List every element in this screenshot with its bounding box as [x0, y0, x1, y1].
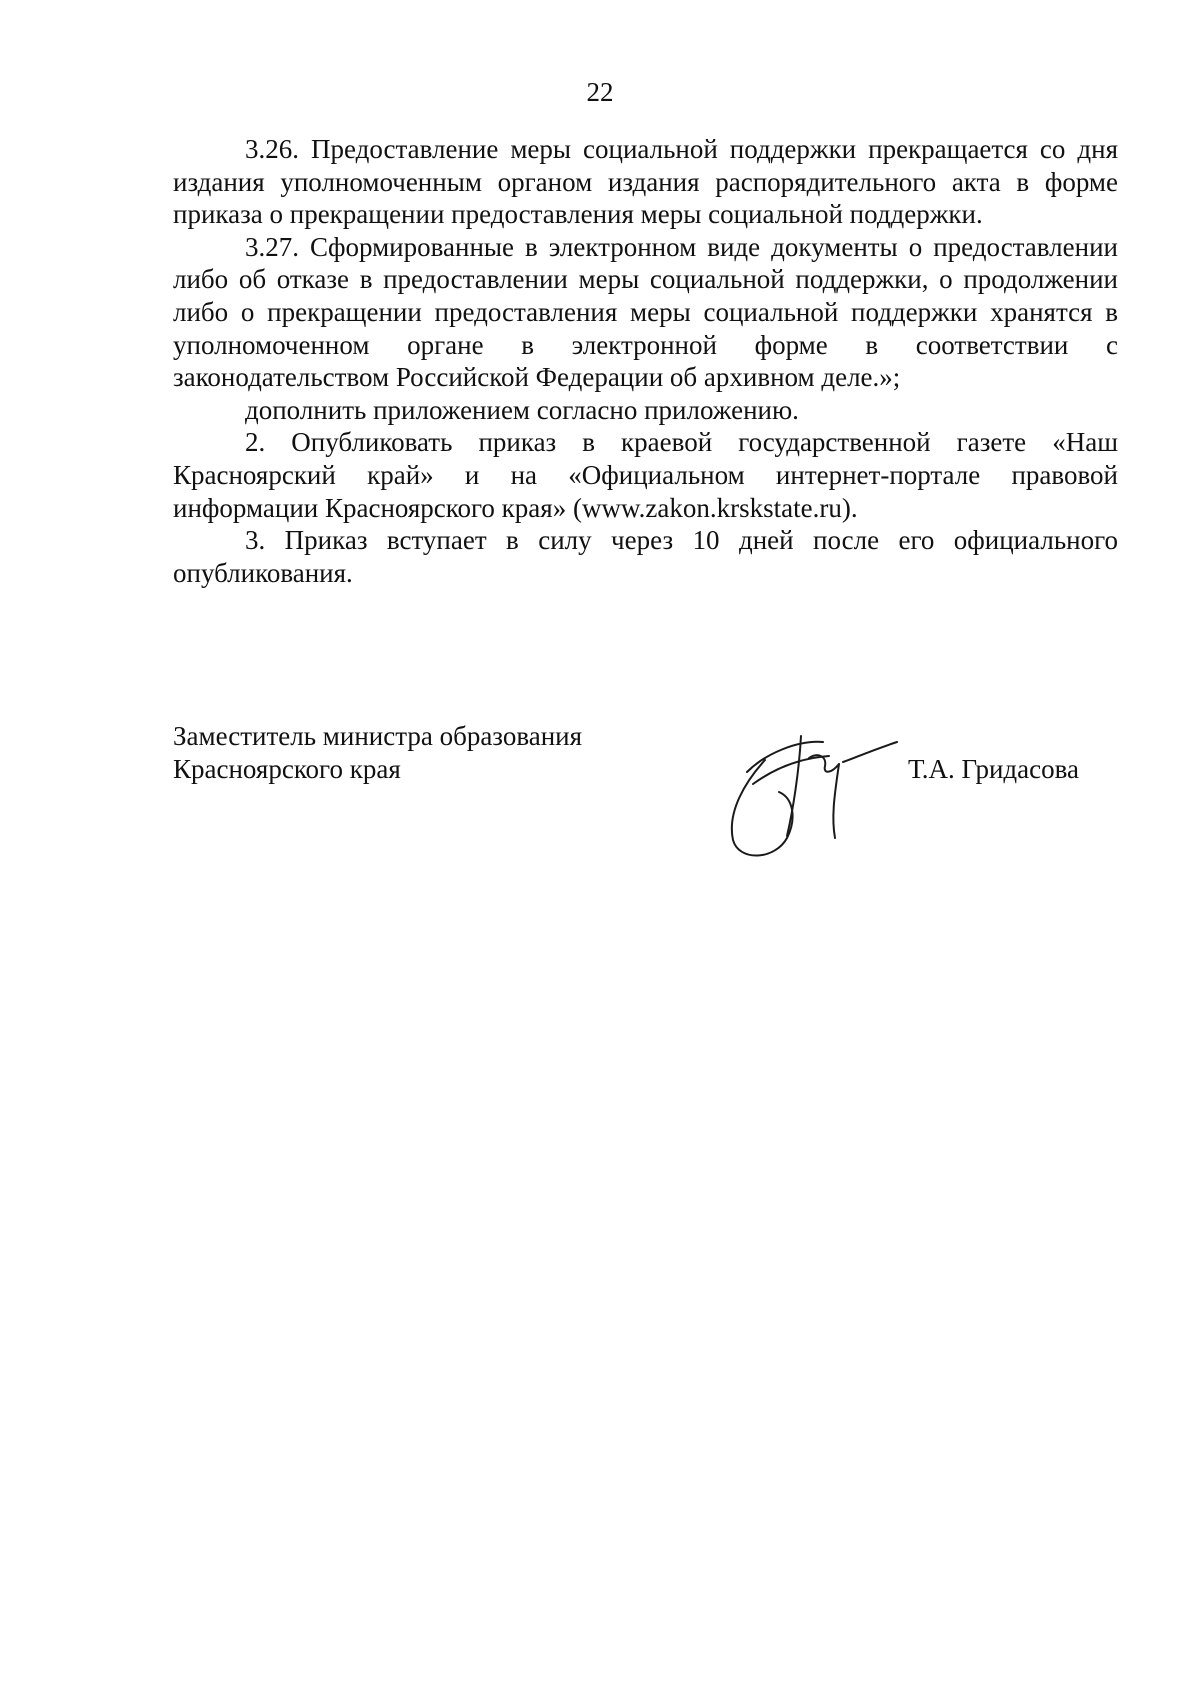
paragraph-2-publish: 2. Опубликовать приказ в краевой государственной газете «Наш Красноярский край» и на «Официальном интернет-портале правовой информации Красноярского края» (www.zakon.krskstate.ru). [173, 427, 1118, 523]
page-number: 22 [586, 77, 614, 107]
paragraph-3-effective: 3. Приказ вступает в силу через 10 дней после его официального опубликования. [173, 525, 1118, 588]
paragraph-3-27: 3.27. Сформированные в электронном виде документы о предоставлении либо об отказе в предоставлении меры социальной поддержки, о продолжении либо о прекращении предоставления меры социальной поддержки хранятся в уполномоченном органе в электронной форме в соответствии с законодательством Российской Федерации об архивном деле.»; [173, 231, 1118, 393]
signature-block [173, 720, 1118, 860]
paragraph-3-26: 3.26. Предоставление меры социальной поддержки прекращается со дня издания уполномоченным органом издания распорядительного акта в форме приказа о прекращении предоставления меры социальной поддержки. [173, 134, 1118, 230]
handwritten-signature-icon [705, 712, 905, 862]
paragraph-appendix: дополнить приложением согласно приложению. [245, 394, 799, 425]
document-body [173, 133, 1118, 589]
signer-name: Т.А. Гридасова [908, 754, 1079, 784]
signer-position: Заместитель министра образования Красноярского края [173, 721, 583, 784]
